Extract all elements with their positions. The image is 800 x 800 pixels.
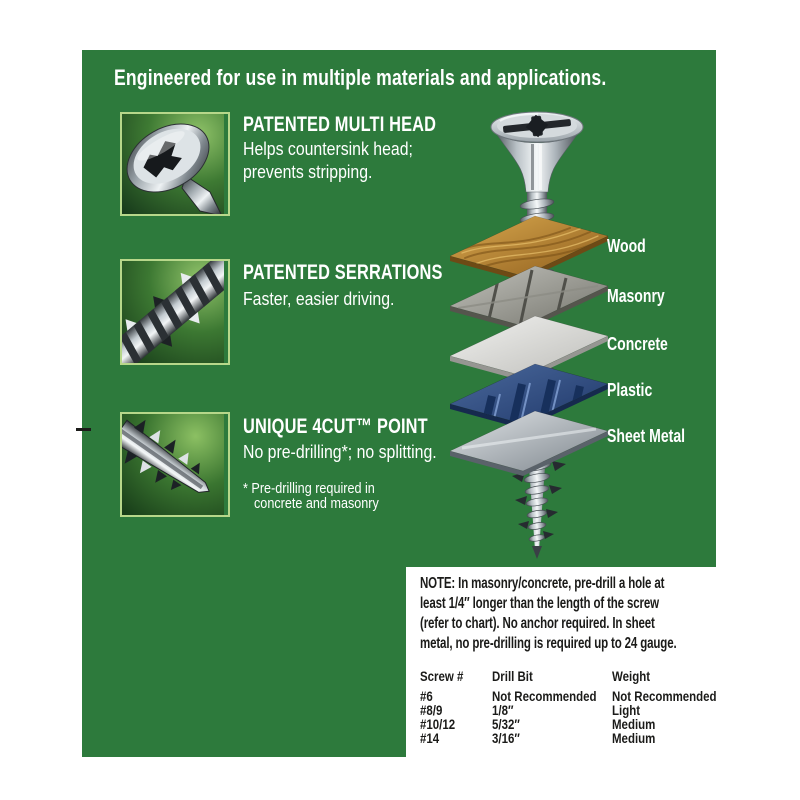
feature-footnote-line: concrete and masonry [254, 496, 379, 512]
table-cell: #10/12 [420, 717, 456, 732]
table-cell: Medium [612, 717, 656, 732]
feature-body-line: prevents stripping. [243, 162, 373, 182]
material-label-masonry: Masonry [607, 286, 665, 306]
table-cell: Medium [612, 731, 656, 746]
feature-heading: PATENTED MULTI HEAD [243, 113, 437, 136]
feature-heading: UNIQUE 4CUT™ POINT [243, 415, 428, 438]
table-cell: #8/9 [420, 703, 443, 718]
table-header-screw: Screw # [420, 669, 464, 684]
table-header-weight: Weight [612, 669, 651, 684]
table-cell: Light [612, 703, 641, 718]
material-label-plastic: Plastic [607, 380, 653, 400]
table-cell: 1/8″ [492, 703, 514, 718]
multi-head-photo [120, 112, 230, 216]
table-cell: 5/32″ [492, 717, 520, 732]
table-header-drill-bit: Drill Bit [492, 669, 533, 684]
note-text-line: (refer to chart). No anchor required. In sheet [420, 615, 655, 632]
table-cell: #6 [420, 689, 433, 704]
serrations-photo [120, 259, 230, 365]
table-cell: Not Recommended [612, 689, 717, 704]
4cut-point-photo [120, 412, 230, 517]
feature-heading: PATENTED SERRATIONS [243, 261, 443, 284]
table-cell: #14 [420, 731, 440, 746]
feature-body-line: Helps countersink head; [243, 139, 413, 159]
note-text-line: least 1/4″ longer than the length of the screw [420, 595, 659, 612]
material-label-wood: Wood [607, 236, 646, 256]
note-text-line: NOTE: In masonry/concrete, pre-drill a hole at [420, 575, 665, 592]
feature-body-line: Faster, easier driving. [243, 289, 395, 309]
table-cell: 3/16″ [492, 731, 520, 746]
page-title: Engineered for use in multiple materials and applications. [114, 65, 607, 90]
table-cell: Not Recommended [492, 689, 597, 704]
feature-body-line: No pre-drilling*; no splitting. [243, 442, 437, 462]
material-label-sheet-metal: Sheet Metal [607, 426, 686, 446]
registration-mark [76, 428, 91, 431]
note-text-line: metal, no pre-drilling is required up to 24 gauge. [420, 635, 677, 652]
feature-footnote-line: * Pre-drilling required in [243, 481, 375, 497]
screw-materials-diagram [420, 100, 720, 565]
material-label-concrete: Concrete [607, 334, 668, 354]
